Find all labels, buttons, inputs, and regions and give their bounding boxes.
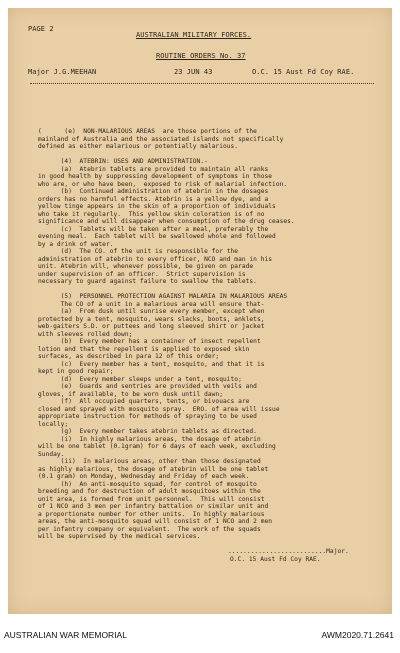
orders-title: ROUTINE ORDERS No. 37 bbox=[156, 52, 246, 60]
unit-line: O.C. 15 Aust Fd Coy RAE. bbox=[252, 68, 355, 76]
page-label: PAGE 2 bbox=[28, 25, 54, 33]
from-line: Major J.G.MEEHAN bbox=[28, 68, 97, 76]
order-date: 23 JUN 43 bbox=[174, 68, 213, 76]
archive-name: AUSTRALIAN WAR MEMORIAL bbox=[4, 630, 127, 640]
order-body-text: ( (e) NON-MALARIOUS AREAS are those portions of the mainland of Australia and the associated islands not specifically defined as either malarious or potentially malarious. (4) ATEBRIN: USES AND ADMINISTRATION.- (a) Atebrin tablets are provided to maintain all ranks in good health by suppressing development of symptoms in those who are, or who have been, exposed to risk of malarial infection. (b) Continued administration of atebrin in the dosages orders has no harmful effects. Atebrin is a yellow dye, and a yellow tinge appears in the skin of a proportion of individuals who take it regularly. This yellow skin coloration is of no significance and will disappear when consumption of the drug ceases. (c) Tablets will be taken after a meal, preferably the evening meal. Each tablet will be swallowed whole and followed by a drink of water. (d) The CO. of the unit is responsible for the administration of atebrin to every officer, NCO and man in his unit. Atebrin will, whenever possible, be given on parade under supervision of an officer. Strict supervision is necessary to guard against failure to swallow the tablets. (5) PERSONNEL PROTECTION AGAINST MALARIA IN MALARIOUS AREAS The CO of a unit in a malarious area will ensure that- (a) From dusk until sunrise every member, except when protected by a tent, mosquito, wears slacks, boots, anklets, web-gaiters S.D. or puttees and long sleeved shirt or jacket with sleeves rolled down; (b) Every member has a container of insect repellent lotion and that the repellent is applied to exposed skin surfaces, as described in para 12 of this order; (c) Every member has a tent, mosquito, and that it is kept in good repair; (d) Every member sleeps under a tent, mosquito; (e) Guards and sentries are provided with veils and gloves, if available, to be worn dusk until dawn; (f) All occupied quarters, tents, or bivouacs are closed and sprayed with mosquito spray. ERO. of area will issue appropriate instruction for methods of spraying to be used locally; (g) Every member takes atebrin tablets as directed. (i) In highly malarious areas, the dosage of atebrin will be one tablet (0.1gram) for 6 days of each week, excluding Sunday. (ii) In malarious areas, other than those designated as highly malarious, the dosage of atebrin will be one tablet (0.1 gram) on Monday, Wednesday and Friday of each week. (h) An anti-mosquito squad, for control of mosquito breeding and for destruction of adult mosquitoes within the unit area, is formed from unit personnel. This will consist of 1 NCO and 3 men per infantry battalion or similar unit and a proportionate number for other units. In highly malarious areas, the anti-mosquito squad will consist of 1 NCO and 2 men per infantry company or equivalent. The work of the squads will be supervised by the medical services. bbox=[38, 128, 295, 540]
header-divider bbox=[30, 83, 374, 84]
signoff-unit: O.C. 15 Aust Fd Coy RAE. bbox=[230, 556, 321, 563]
document-page bbox=[8, 8, 392, 614]
signoff-rank: ..........................Major. bbox=[228, 548, 349, 555]
accession-number: AWM2020.71.2641 bbox=[321, 630, 394, 640]
department-heading: AUSTRALIAN MILITARY FORCES. bbox=[136, 31, 252, 39]
archive-footer bbox=[0, 615, 400, 653]
